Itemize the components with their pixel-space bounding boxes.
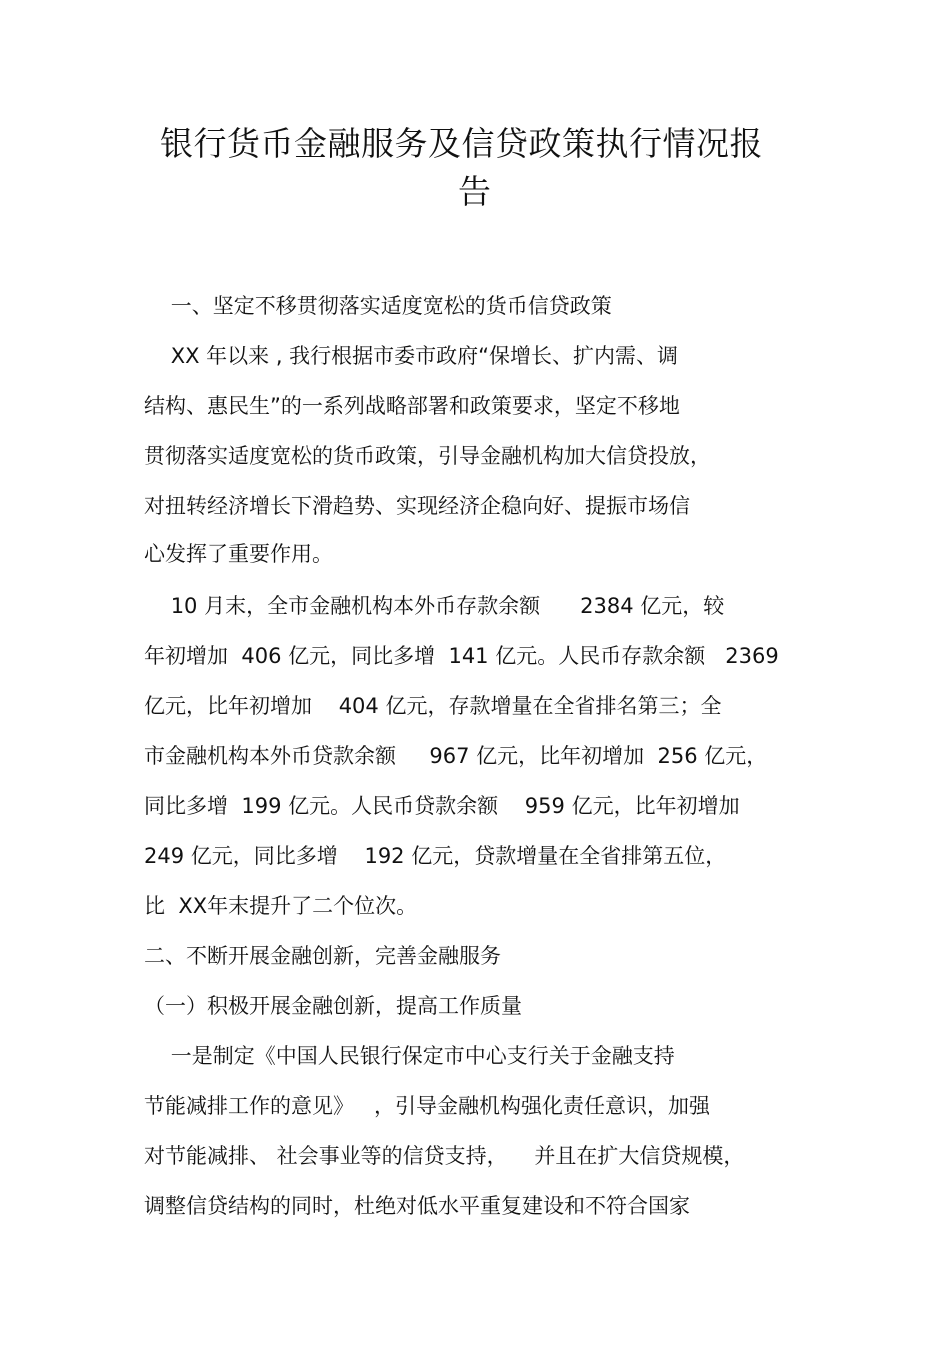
paragraph-line: XX 年以来 , 我行根据市委市政府“保增长、扩内需、调 <box>144 344 679 368</box>
paragraph-line: 市金融机构本外币贷款余额 967 亿元，比年初增加 256 亿元， <box>144 744 768 768</box>
paragraph-line: 贯彻落实适度宽松的货币政策，引导金融机构加大信贷投放， <box>144 444 711 468</box>
paragraph-line: 249 亿元，同比多增 192 亿元，贷款增量在全省排第五位， <box>144 844 727 868</box>
paragraph-line: 对扭转经济增长下滑趋势、实现经济企稳向好、提振市场信 <box>144 494 690 518</box>
paragraph-line: 结构、惠民生”的一系列战略部署和政策要求，坚定不移地 <box>144 394 680 418</box>
document-title-line-1: 银行货币金融服务及信贷政策执行情况报 <box>160 124 763 163</box>
paragraph-line: 亿元，比年初增加 404 亿元，存款增量在全省排名第三；全 <box>144 694 722 718</box>
section-heading: 二、不断开展金融创新，完善金融服务 <box>144 944 501 968</box>
document-title-line-2: 告 <box>458 172 492 211</box>
paragraph-line: 对节能减排、 社会事业等的信贷支持， 并且在扩大信贷规模， <box>144 1144 745 1168</box>
paragraph-line: 一是制定《中国人民银行保定市中心支行关于金融支持 <box>144 1044 675 1068</box>
paragraph-line: 心发挥了重要作用。 <box>144 542 333 566</box>
paragraph-line: 同比多增 199 亿元。人民币贷款余额 959 亿元，比年初增加 <box>144 794 740 818</box>
paragraph-line: 比 XX年末提升了二个位次。 <box>144 894 418 918</box>
paragraph-line: 节能减排工作的意见》 ，引导金融机构强化责任意识，加强 <box>144 1094 711 1118</box>
section-heading: 一、坚定不移贯彻落实适度宽松的货币信贷政策 <box>144 294 612 318</box>
paragraph-line: 年初增加 406 亿元，同比多增 141 亿元。人民币存款余额 2369 <box>144 644 779 668</box>
paragraph-line: 10 月末，全市金融机构本外币存款余额 2384 亿元，较 <box>144 594 725 618</box>
paragraph-line: 调整信贷结构的同时，杜绝对低水平重复建设和不符合国家 <box>144 1194 690 1218</box>
subsection-heading: （一）积极开展金融创新，提高工作质量 <box>144 994 522 1018</box>
